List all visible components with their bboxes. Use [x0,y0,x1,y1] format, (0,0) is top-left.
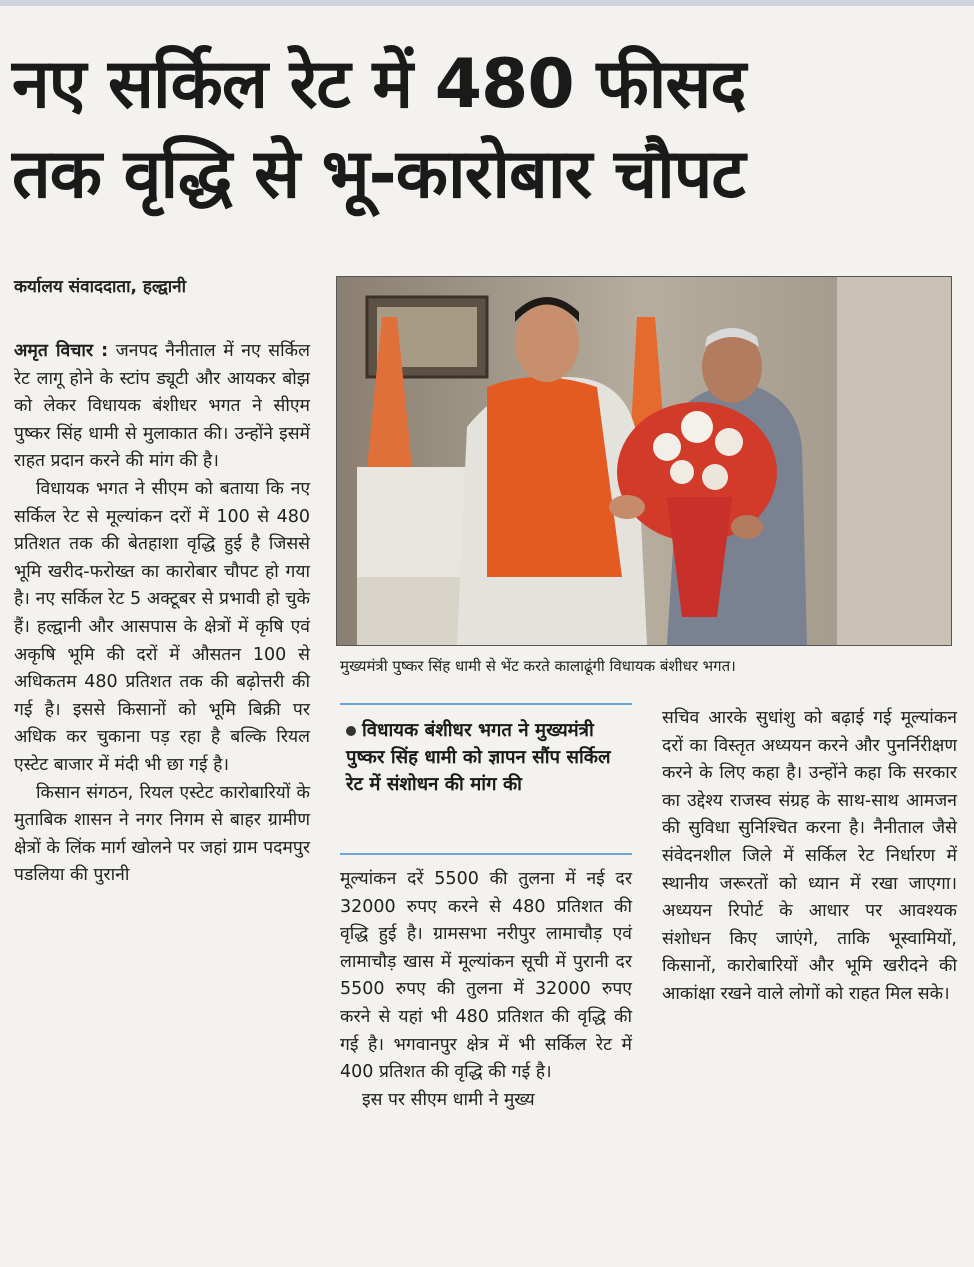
headline-line-1: नए सर्किल रेट में 480 फीसद [12,45,746,124]
pullquote-text [346,717,626,798]
article-column-1 [14,338,310,890]
paragraph: मूल्यांकन दरें 5500 की तुलना में नई दर 32000 रुपए करने से 480 प्रतिशत की वृद्धि हुई है। ग्रामसभा नरीपुर लामाचौड़ एवं लामाचौड़ खास में मूल्यांकन सूची में पुरानी दर 5500 रुपए की तुलना में 32000 रुपए करने से यहां भी 480 प्रतिशत की वृद्धि की गई है। भगवानपुर क्षेत्र में भी सर्किल रेट में 400 प्रतिशत की वृद्धि की गई है। [340,869,632,1083]
article-column-3 [662,705,957,1009]
paragraph: विधायक भगत ने सीएम को बताया कि नए सर्किल रेट से मूल्यांकन दरों में 100 से 480 प्रतिशत तक की बेतहाशा वृद्धि हुई है जिससे भूमि खरीद-फरोख्त का कारोबार चौपट हो गया है। नए सर्किल रेट 5 अक्टूबर से प्रभावी हो चुके हैं। हल्द्वानी और आसपास के क्षेत्रों में कृषि एवं अकृषि भूमि की दरों में औसतन 100 से अधिकतम 480 प्रतिशत तक की बढ़ोत्तरी की गई है। इससे किसानों को भूमि बिक्री पर अधिक कर चुकाना पड़ रहा है बल्कि रियल एस्टेट बाजार में मंदी भी छा गई है। [14,478,310,775]
top-border [0,0,974,6]
paragraph [14,338,310,476]
news-photo [336,276,952,646]
byline: कर्यालय संवाददाता, हल्द्वानी [14,277,187,297]
paragraph-text: जनपद नैनीताल में नए सर्किल रेट लागू होने के स्टांप ड्यूटी और आयकर बोझ को लेकर विधायक बंशीधर भगत ने सीएम पुष्कर सिंह धामी से मुलाकात की। उन्होंने इसमें राहत प्रदान करने की मांग की है। [14,341,310,472]
pullquote-box [340,703,632,855]
paragraph: सचिव आरके सुधांशु को बढ़ाई गई मूल्यांकन दरों का विस्तृत अध्ययन करने और पुनर्निरीक्षण करने के लिए कहा है। उन्होंने कहा कि सरकार का उद्देश्य राजस्व संग्रह के साथ-साथ आमजन की सुविधा सुनिश्चित करना है। नैनीताल जैसे संवेदनशील जिले में सर्किल रेट निर्धारण में स्थानीय जरूरतों को ध्यान में रखा जाएगा। अध्ययन रिपोर्ट के आधार पर आवश्यक संशोधन किए जाएंगे, ताकि भूस्वामियों, किसानों, कारोबारियों और भूमि खरीदने की आकांक्षा रखने वाले लोगों को राहत मिल सके। [662,708,957,1004]
lead-label: अमृत विचार : [14,341,109,361]
photo-illustration [337,277,951,645]
article-column-2 [340,866,632,1114]
headline-line-2: तक वृद्धि से भू-कारोबार चौपट [12,135,745,214]
paragraph: इस पर सीएम धामी ने मुख्य [362,1089,535,1110]
photo-caption: मुख्यमंत्री पुष्कर सिंह धामी से भेंट करते कालाढूंगी विधायक बंशीधर भगत। [340,657,736,675]
paragraph: किसान संगठन, रियल एस्टेट कारोबारियों के मुताबिक शासन ने नगर निगम से बाहर ग्रामीण क्षेत्रों के लिंक मार्ग खोलने पर जहां ग्राम पदमपुर पडलिया की पुरानी [14,782,310,886]
article-headline [12,40,962,220]
pullquote-content: विधायक बंशीधर भगत ने मुख्यमंत्री पुष्कर सिंह धामी को ज्ञापन सौंप सर्किल रेट में संशोधन की मांग की [346,720,611,795]
bullet-icon [346,726,356,736]
